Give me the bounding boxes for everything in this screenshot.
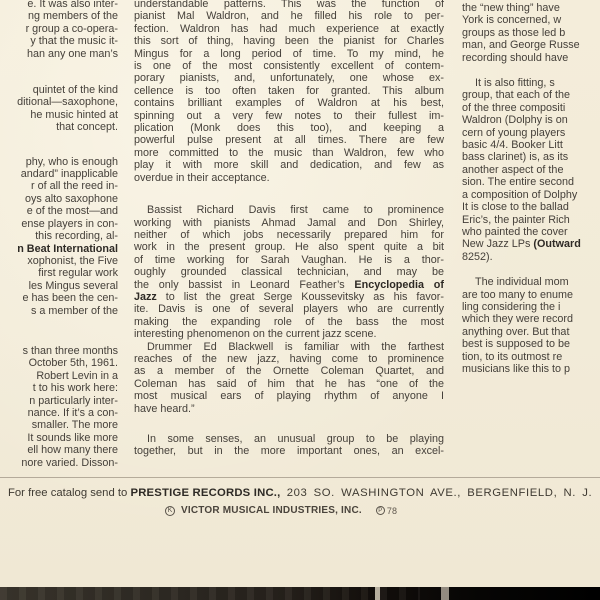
text-line: quintet of the kind <box>32 84 118 97</box>
text-line: phy, who is enough <box>25 155 118 168</box>
footer-divider-rule <box>0 477 600 478</box>
liner-notes-column-right <box>462 2 600 375</box>
paragraph <box>134 341 444 415</box>
text-line: together, but in the more important ones, an excel- <box>134 445 444 458</box>
paragraph <box>462 276 600 375</box>
text-line: New Jazz LPs (Outward <box>462 238 581 251</box>
text-line: Coleman has said of him that he has “one of the <box>134 377 444 390</box>
text-line: the only bassist in Leonard Feather’s Encyclopedia of <box>134 278 444 291</box>
text-line: musicians like this to p <box>462 362 571 375</box>
text-line: neither of which jobs necessarily prepared him for <box>134 228 444 241</box>
text-line: anything over. But that <box>462 325 570 338</box>
text-line: nance. If it’s a con- <box>27 406 118 419</box>
text-line: recording should have <box>462 51 569 64</box>
text-line: t to his work here: <box>32 382 118 395</box>
text-line: York is concerned, w <box>462 14 562 27</box>
text-line: groups as those led b <box>462 26 566 39</box>
text-line: play it with more skill and dedication, and few as <box>134 159 444 172</box>
bottom-photo-edge <box>0 587 600 600</box>
text-line: overdue in their acceptance. <box>134 171 270 184</box>
liner-notes-column-middle <box>134 0 444 458</box>
text-line: oys alto saxophone <box>24 192 118 205</box>
paragraph <box>462 77 600 263</box>
liner-notes-column-left <box>0 0 118 469</box>
text-line: interesting phenomenon on the current jazz scene. <box>134 328 377 341</box>
text-line: It is also fitting, s <box>475 77 555 90</box>
text-line: tion, to its outmost re <box>462 350 563 363</box>
paragraph <box>462 2 600 64</box>
text-line: of the three compositi <box>462 101 566 114</box>
text-line: Eric’s, the painter Rich <box>462 213 570 226</box>
text-line: making the expanding role of the bass the most <box>134 315 444 328</box>
text-line: of time working for Sarah Vaughan. He is a thor- <box>134 253 444 266</box>
text-line: n particularly inter- <box>29 394 118 407</box>
text-line: smaller. The more <box>31 419 118 432</box>
text-line: as a member of the Ornette Coleman Quartet, and <box>134 365 444 378</box>
text-line: a composition of Dolphy <box>462 188 578 201</box>
text-line: It is close to the ballad <box>462 201 569 214</box>
text-line: powerful pulse present at all times. There are few <box>134 134 444 147</box>
text-line: best is supposed to be <box>462 338 571 351</box>
text-line: sion. The entire second <box>462 176 575 189</box>
text-line: ling considering the i <box>462 300 561 313</box>
text-line: r of all the reed in- <box>30 180 118 193</box>
text-line: han any one man’s <box>26 47 118 60</box>
text-line: reaches of the new jazz, having come to prominence <box>134 352 444 365</box>
text-line: n Beat International <box>17 242 118 255</box>
text-line: work in the present group. He also spent quite a bit <box>134 241 444 254</box>
text-line: e. It was also inter- <box>27 0 118 10</box>
photo-edge-highlight-1 <box>375 587 380 600</box>
text-line: this sort of thing, having been the pianist for Charles <box>134 35 444 48</box>
text-line: Mingus for a long period of time. To my mind, he <box>134 47 444 60</box>
paragraph <box>0 0 118 60</box>
text-line: contains brilliant examples of Waldron at his best, <box>134 97 444 110</box>
victor-credit-text: VICTOR MUSICAL INDUSTRIES, INC. <box>181 505 362 516</box>
text-line: understandable patterns. This was the function of <box>134 0 444 10</box>
text-line: man, and George Russe <box>462 39 580 52</box>
text-line: ell how many there <box>27 444 118 457</box>
text-line: have heard.” <box>134 402 195 415</box>
text-line: bass clarinet) is, as its <box>462 151 569 164</box>
paragraph <box>134 433 444 458</box>
text-line: cern of young players <box>462 126 566 139</box>
text-line: andard” inapplicable <box>20 168 118 181</box>
text-line: most musical ears of playing rhythm of anyone I <box>134 390 444 403</box>
text-line: oughly grounded classical technician, and may be <box>134 266 444 279</box>
text-line: In some senses, an unusual group to be playing <box>147 433 444 445</box>
text-line: the “new thing” have <box>462 2 560 14</box>
text-line: cellence is too often taken for granted. This album <box>134 84 444 97</box>
text-line: Bassist Richard Davis first came to prominence <box>147 204 444 217</box>
publisher-name: PRESTIGE RECORDS INC., <box>130 487 281 499</box>
text-line: 8252). <box>462 250 493 263</box>
text-line: ense players in con- <box>21 217 118 230</box>
text-line: Robert Levin in a <box>36 369 118 382</box>
text-line: r group a co-opera- <box>25 22 118 35</box>
victor-credit-line <box>165 505 397 516</box>
text-line: les Mingus several <box>28 279 118 292</box>
text-line: It sounds like more <box>27 431 118 444</box>
text-line: which they were record <box>462 313 574 326</box>
paragraph <box>0 156 118 317</box>
text-line: plication (Monk does this too), and keeping a <box>134 122 444 135</box>
text-line: s a member of the <box>30 304 118 317</box>
text-line: another aspect of the <box>462 163 564 176</box>
text-line: e has been the cen- <box>22 292 118 305</box>
paragraph <box>134 204 444 340</box>
text-line: Jazz to list the great Serge Koussevitsky as his favor- <box>134 290 444 303</box>
catalog-prefix-text: For free catalog send to <box>8 487 128 499</box>
text-line: ditional—saxophone, <box>17 96 118 109</box>
text-line: working with pianists Ahmad Jamal and Don Shirley, <box>134 216 444 229</box>
circled-p-icon: P <box>376 506 385 515</box>
text-line: porary pianists, and, unfortunately, one whose ex- <box>134 72 444 85</box>
text-line: The individual mom <box>475 276 569 289</box>
text-line: fection. Waldron has had much experience at exactly <box>134 22 444 35</box>
circled-k-icon: K <box>165 506 175 516</box>
text-line: he music hinted at <box>30 108 118 121</box>
phonogram-year: 78 <box>386 505 398 516</box>
text-line: spinning out a very few notes to their fullest im- <box>134 109 444 122</box>
text-line: more committed to the music than Waldron, few who <box>134 146 444 159</box>
text-line: nore varied. Disson- <box>21 456 118 469</box>
phonogram-mark <box>376 506 397 516</box>
text-line: that concept. <box>56 121 118 134</box>
text-line: first regular work <box>38 267 118 280</box>
text-line: are too many to enume <box>462 288 574 301</box>
text-line: is one of the most consistently excellent of contem- <box>134 60 444 73</box>
text-line: group, that each of the <box>462 89 571 102</box>
paragraph <box>0 84 118 134</box>
text-line: this recording, al- <box>35 230 118 243</box>
text-line: s than three months <box>22 344 118 357</box>
text-line: who painted the cover <box>462 225 568 238</box>
text-line: e of the most—and <box>26 205 118 218</box>
text-line: Waldron (Dolphy is on <box>462 114 568 127</box>
text-line: y that the music it- <box>30 35 118 48</box>
text-line: October 5th, 1961. <box>28 357 118 370</box>
catalog-address-line <box>8 487 600 499</box>
text-line: ite. Davis is one of several players who are currently <box>134 303 444 316</box>
text-line: Drummer Ed Blackwell is familiar with the farthest <box>147 340 444 353</box>
paragraph <box>134 0 444 184</box>
text-line: xophonist, the Five <box>27 254 118 267</box>
text-line: pianist Mal Waldron, and he filled his role to per- <box>134 10 444 23</box>
paragraph <box>0 345 118 469</box>
text-line: ng members of the <box>27 10 118 23</box>
text-line: basic 4/4. Booker Litt <box>462 139 563 152</box>
publisher-address: 203 SO. WASHINGTON AVE., BERGENFIELD, N. J. <box>286 487 593 499</box>
photo-edge-highlight-2 <box>441 587 449 600</box>
